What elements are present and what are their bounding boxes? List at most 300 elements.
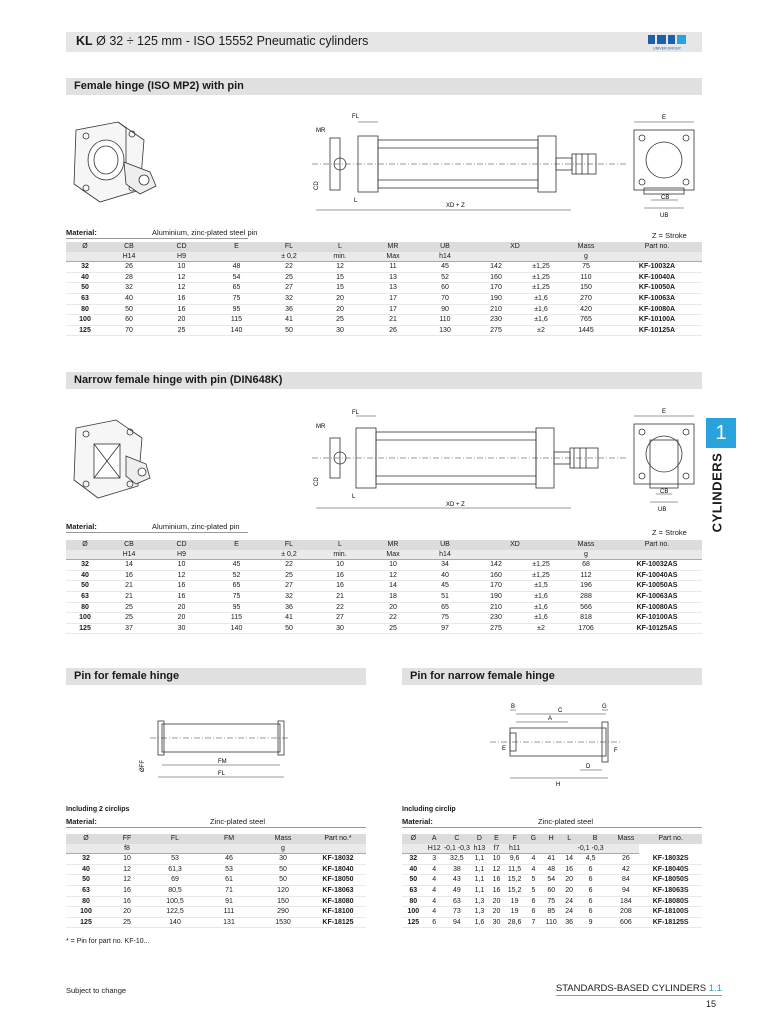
table-cell: KF-10080AS [612, 602, 702, 613]
table-cell: 94 [613, 885, 640, 896]
table-cell: KF-10040AS [612, 570, 702, 581]
table-cell: 28,6 [504, 917, 525, 928]
table-cell: 15,2 [504, 875, 525, 886]
header-cell: Ø [66, 242, 104, 252]
table-cell: 30 [489, 917, 504, 928]
dim-xd: XD + Z [446, 502, 465, 508]
table-cell: 125 [66, 623, 104, 634]
table-cell: 1,1 [470, 885, 489, 896]
subheader-cell: g [560, 252, 612, 262]
table-cell: 50 [66, 283, 104, 294]
table-cell: ±1,6 [522, 613, 560, 624]
material-value: Aluminium, zinc-plated pin [152, 522, 240, 531]
header-cell: A [425, 834, 444, 844]
dim-cd: CD [314, 477, 320, 486]
subheader-cell: g [256, 844, 310, 854]
table-cell: 54 [209, 272, 264, 283]
table-cell: 208 [613, 907, 640, 918]
table-cell: 95 [209, 304, 264, 315]
table-cell: 40 [104, 293, 154, 304]
dim-l: L [352, 494, 356, 500]
subheader-cell [561, 844, 578, 854]
table-cell: 142 [470, 560, 522, 571]
subheader-row [66, 252, 702, 262]
table-cell: 17 [366, 293, 420, 304]
table-cell: 16 [106, 896, 148, 907]
table-cell: 1,1 [470, 854, 489, 865]
table-cell: KF-18080 [310, 896, 366, 907]
table-cell: 85 [542, 907, 561, 918]
header-cell: L [561, 834, 578, 844]
subheader-cell: h14 [420, 252, 470, 262]
table-cell: ±1,25 [522, 570, 560, 581]
dim-ff: ØFF [140, 760, 146, 772]
header-cell: Part no. [639, 834, 702, 844]
table-row [66, 917, 366, 928]
table-cell: KF-10032AS [612, 560, 702, 571]
table-row [66, 613, 702, 624]
material-row-3 [66, 817, 266, 826]
header-cell: Mass [560, 242, 612, 252]
table-cell: 42 [613, 864, 640, 875]
table-cell: 12 [314, 262, 366, 273]
table-cell: 68 [560, 560, 612, 571]
header-cell: UB [420, 540, 470, 550]
table-cell: 19 [504, 907, 525, 918]
header-cell: FL [264, 540, 314, 550]
table-row [66, 864, 366, 875]
table-cell: 26 [104, 262, 154, 273]
table-cell: 20 [106, 907, 148, 918]
table-cell: 25 [314, 315, 366, 326]
header-cell: E [209, 242, 264, 252]
subheader-cell [542, 844, 561, 854]
table-cell: 10 [154, 560, 209, 571]
table-cell: 20 [314, 304, 366, 315]
section-female-hinge-header [66, 78, 702, 95]
table-cell: 16 [154, 304, 209, 315]
table-cell: 6 [525, 896, 542, 907]
subheader-cell [522, 252, 560, 262]
table-cell: ±2 [522, 623, 560, 634]
table-cell: KF-10032A [612, 262, 702, 273]
table-cell: 18 [366, 591, 420, 602]
header-cell: E [489, 834, 504, 844]
table-row [66, 315, 702, 326]
table-cell: 10 [366, 560, 420, 571]
table-cell: 84 [613, 875, 640, 886]
header-cell: FL [148, 834, 202, 844]
table-cell: 110 [560, 272, 612, 283]
header-cell: F [504, 834, 525, 844]
table-cell: KF-10100AS [612, 613, 702, 624]
dim-h: H [556, 782, 561, 788]
table-row [66, 854, 366, 865]
table-cell: 20 [489, 896, 504, 907]
table-cell: 63 [66, 885, 106, 896]
table-cell: 288 [560, 591, 612, 602]
header-cell: B [578, 834, 613, 844]
table-cell: 45 [209, 560, 264, 571]
table-cell: 95 [209, 602, 264, 613]
subheader-cell: Max [366, 252, 420, 262]
subheader-cell: ± 0,2 [264, 252, 314, 262]
table-cell: 20 [154, 613, 209, 624]
table-cell [604, 907, 613, 918]
table-row [66, 885, 366, 896]
subheader-cell [522, 550, 560, 560]
table-cell: 70 [420, 293, 470, 304]
pin-female-drawing [130, 700, 310, 790]
table-cell: 40 [66, 570, 104, 581]
table-cell: 75 [542, 896, 561, 907]
table-cell: 90 [420, 304, 470, 315]
header-cell: D [470, 834, 489, 844]
table-cell: 140 [148, 917, 202, 928]
material-value: Zinc-plated steel [210, 817, 266, 826]
header-cell: Part no.* [310, 834, 366, 844]
female-hinge-table [66, 242, 702, 336]
header-cell: MR [366, 242, 420, 252]
subheader-row [66, 844, 366, 854]
page-number: 15 [705, 999, 716, 1009]
table-cell: 48 [542, 864, 561, 875]
table-cell: 80 [66, 896, 106, 907]
table-cell: 65 [420, 602, 470, 613]
table-cell: 765 [560, 315, 612, 326]
table-cell: 25 [264, 272, 314, 283]
table-cell [604, 917, 613, 928]
table-cell: 41 [542, 854, 561, 865]
section-pin-female-header [66, 668, 366, 685]
table-row [402, 885, 702, 896]
subheader-cell: h13 [470, 844, 489, 854]
table-cell: 15 [314, 283, 366, 294]
header-cell: Ø [66, 540, 104, 550]
table-cell: 16 [106, 885, 148, 896]
footer-title: STANDARDS-BASED CYLINDERS 1.1 [555, 983, 722, 994]
series-code: KL [76, 34, 93, 48]
table-cell: 111 [202, 907, 256, 918]
subheader-cell: ± 0,2 [264, 550, 314, 560]
title-text: Ø 32 ÷ 125 mm - ISO 15552 Pneumatic cylinders [96, 34, 369, 48]
table-cell: 52 [209, 570, 264, 581]
table-cell: 115 [209, 613, 264, 624]
table-cell: 10 [106, 854, 148, 865]
table-cell: 25 [106, 917, 148, 928]
subheader-cell: min. [314, 550, 366, 560]
header-cell: C [444, 834, 470, 844]
dim-fl: FL [352, 410, 360, 416]
dim-b: B [511, 704, 516, 710]
table-row [66, 262, 702, 273]
table-cell: 32 [66, 560, 104, 571]
table-cell: 28 [104, 272, 154, 283]
dim-e: E [502, 746, 507, 752]
table-cell: 1,1 [470, 875, 489, 886]
table-cell: 3 [425, 854, 444, 865]
table-cell: 94 [444, 917, 470, 928]
subheader-row [402, 844, 702, 854]
table-cell: 22 [366, 613, 420, 624]
table-row [402, 896, 702, 907]
table-cell: 27 [314, 613, 366, 624]
header-cell: FM [202, 834, 256, 844]
table-cell: 142 [470, 262, 522, 273]
table-cell: 21 [314, 591, 366, 602]
table-cell: KF-10100A [612, 315, 702, 326]
table-cell: 50 [66, 875, 106, 886]
table-cell: 1445 [560, 325, 612, 336]
dim-ub: UB [660, 213, 669, 219]
subheader-cell: h14 [420, 550, 470, 560]
table-cell: 15 [314, 272, 366, 283]
table-cell: 40 [420, 570, 470, 581]
header-cell: CD [154, 540, 209, 550]
table-row [66, 570, 702, 581]
table-cell: 420 [560, 304, 612, 315]
table-cell: 27 [264, 283, 314, 294]
header-cell: XD [470, 540, 560, 550]
table-cell: 210 [470, 602, 522, 613]
table-cell: 63 [66, 293, 104, 304]
table-cell: 16 [489, 885, 504, 896]
female-hinge-drawings [66, 110, 706, 220]
material-row-4 [402, 817, 594, 826]
dim-fl: FL [218, 771, 226, 777]
pin-female-table [66, 834, 366, 928]
table-cell: 80 [66, 304, 104, 315]
table-cell: 10 [489, 854, 504, 865]
table-cell: 45 [420, 581, 470, 592]
table-cell: 130 [420, 325, 470, 336]
table-cell: 21 [104, 581, 154, 592]
dim-fm: FM [218, 759, 227, 765]
table-cell: 22 [264, 262, 314, 273]
table-cell: 112 [560, 570, 612, 581]
table-cell: 4 [525, 864, 542, 875]
table-cell: KF-10125A [612, 325, 702, 336]
table-cell: 4 [425, 875, 444, 886]
table-cell: 53 [148, 854, 202, 865]
table-cell: 20 [154, 315, 209, 326]
table-cell: 12 [489, 864, 504, 875]
table-cell: 69 [148, 875, 202, 886]
header-cell: L [314, 540, 366, 550]
table-cell: 25 [104, 602, 154, 613]
header-cell: MR [366, 540, 420, 550]
table-cell [604, 854, 613, 865]
table-cell: KF-18040 [310, 864, 366, 875]
table-cell: 25 [154, 325, 209, 336]
table-cell: ±1,6 [522, 304, 560, 315]
table-cell: KF-18080S [639, 896, 702, 907]
subheader-cell: -0,1 -0,3 [444, 844, 470, 854]
header-cell: CD [154, 242, 209, 252]
hinge-side-view [312, 122, 626, 210]
footnote: * = Pin for part no. KF-10... [66, 938, 150, 945]
header-row [402, 834, 702, 844]
table-cell: 16 [154, 581, 209, 592]
dim-mr: MR [316, 424, 326, 430]
table-cell: KF-18100 [310, 907, 366, 918]
table-cell: KF-10040A [612, 272, 702, 283]
table-cell: 16 [154, 591, 209, 602]
header-cell: Mass [560, 540, 612, 550]
table-cell: 21 [366, 315, 420, 326]
table-cell: KF-10080A [612, 304, 702, 315]
material-row-2 [66, 522, 240, 531]
header-cell: UB [420, 242, 470, 252]
section-title: Pin for female hinge [74, 670, 180, 682]
table-row [402, 907, 702, 918]
dim-cd: CD [314, 181, 320, 190]
table-cell: 6 [578, 885, 604, 896]
table-cell: 32,5 [444, 854, 470, 865]
narrow-hinge-side-view [312, 416, 626, 508]
dim-mr: MR [316, 128, 326, 134]
table-row [66, 272, 702, 283]
table-cell: 230 [470, 315, 522, 326]
subheader-cell [612, 550, 702, 560]
table-cell: 5 [525, 875, 542, 886]
table-cell: 275 [470, 325, 522, 336]
section-title: Narrow female hinge with pin (DIN648K) [74, 374, 283, 386]
table-cell: 21 [104, 591, 154, 602]
table-cell: 75 [209, 293, 264, 304]
table-cell: 6 [578, 875, 604, 886]
table-cell: ±1,6 [522, 293, 560, 304]
table-cell: 38 [444, 864, 470, 875]
table-cell: ±1,6 [522, 315, 560, 326]
header-cell: Ø [402, 834, 425, 844]
subheader-cell: H14 [104, 252, 154, 262]
dim-a: A [548, 716, 553, 722]
table-cell: 49 [444, 885, 470, 896]
table-cell: 275 [470, 623, 522, 634]
table-cell: ±1,25 [522, 262, 560, 273]
including-note: Including circlip [402, 806, 456, 813]
header-cell: Ø [66, 834, 106, 844]
subheader-cell: H9 [154, 550, 209, 560]
subheader-cell: g [560, 550, 612, 560]
table-cell: 32 [66, 262, 104, 273]
table-cell: 14 [561, 854, 578, 865]
table-cell: 24 [561, 907, 578, 918]
page-header [66, 32, 702, 52]
table-cell: 6 [578, 896, 604, 907]
table-cell: 70 [104, 325, 154, 336]
table-cell: 75 [209, 591, 264, 602]
table-cell: 4 [525, 854, 542, 865]
table-cell: KF-10050A [612, 283, 702, 294]
table-cell: ±1,25 [522, 560, 560, 571]
footer-note: Subject to change [66, 986, 127, 995]
table-cell: 50 [256, 875, 310, 886]
table-cell: 36 [561, 917, 578, 928]
header-cell: H [542, 834, 561, 844]
table-cell: 36 [264, 304, 314, 315]
subheader-cell: Max [366, 550, 420, 560]
table-cell: ±1,6 [522, 602, 560, 613]
table-cell: 32 [104, 283, 154, 294]
table-cell: 34 [420, 560, 470, 571]
table-cell: 63 [402, 885, 425, 896]
table-cell: KF-18032S [639, 854, 702, 865]
table-cell: 65 [209, 283, 264, 294]
table-cell: 210 [470, 304, 522, 315]
dim-cb: CB [660, 489, 669, 495]
table-cell: 25 [366, 623, 420, 634]
table-row [402, 875, 702, 886]
table-cell: KF-10063A [612, 293, 702, 304]
table-cell: 16 [489, 875, 504, 886]
table-cell: 184 [613, 896, 640, 907]
table-cell: 54 [542, 875, 561, 886]
table-cell: 1,3 [470, 907, 489, 918]
table-cell: 14 [366, 581, 420, 592]
table-row [66, 325, 702, 336]
table-cell: 4 [425, 885, 444, 896]
table-cell: 131 [202, 917, 256, 928]
narrow-hinge-3d-view [74, 420, 150, 498]
table-cell: 15,2 [504, 885, 525, 896]
table-cell: ±1,5 [522, 581, 560, 592]
table-cell: 75 [560, 262, 612, 273]
table-cell: 50 [104, 304, 154, 315]
subheader-cell: H12 [425, 844, 444, 854]
table-cell: 190 [470, 591, 522, 602]
subheader-cell [148, 844, 202, 854]
table-cell: KF-18032 [310, 854, 366, 865]
table-cell: 9 [578, 917, 604, 928]
table-row [66, 304, 702, 315]
logo-text: UNIVER GROUP [653, 46, 681, 51]
table-cell: 25 [264, 570, 314, 581]
table-cell: ±1,6 [522, 591, 560, 602]
header-cell: XD [470, 242, 560, 252]
stroke-note: Z = Stroke [652, 528, 687, 537]
hinge-3d-view [74, 122, 156, 202]
subheader-cell [470, 252, 522, 262]
table-cell: 196 [560, 581, 612, 592]
table-cell: 50 [66, 581, 104, 592]
table-cell: 61 [202, 875, 256, 886]
table-cell: 19 [504, 896, 525, 907]
subheader-cell: f7 [489, 844, 504, 854]
table-cell: 606 [613, 917, 640, 928]
table-cell: 20 [154, 602, 209, 613]
table-cell: ±2 [522, 325, 560, 336]
table-cell: 73 [444, 907, 470, 918]
table-cell: KF-18040S [639, 864, 702, 875]
univer-logo [646, 33, 688, 51]
table-cell: 566 [560, 602, 612, 613]
table-cell: 46 [202, 854, 256, 865]
section-title: Pin for narrow female hinge [410, 670, 555, 682]
table-cell: 37 [104, 623, 154, 634]
table-row [66, 591, 702, 602]
table-cell: 25 [104, 613, 154, 624]
table-cell: 6 [578, 907, 604, 918]
table-row [66, 875, 366, 886]
header-cell: Part no. [612, 242, 702, 252]
table-cell: 48 [209, 262, 264, 273]
table-cell: 10 [314, 560, 366, 571]
table-cell: KF-10125AS [612, 623, 702, 634]
table-cell: 110 [542, 917, 561, 928]
subheader-cell: h11 [504, 844, 525, 854]
